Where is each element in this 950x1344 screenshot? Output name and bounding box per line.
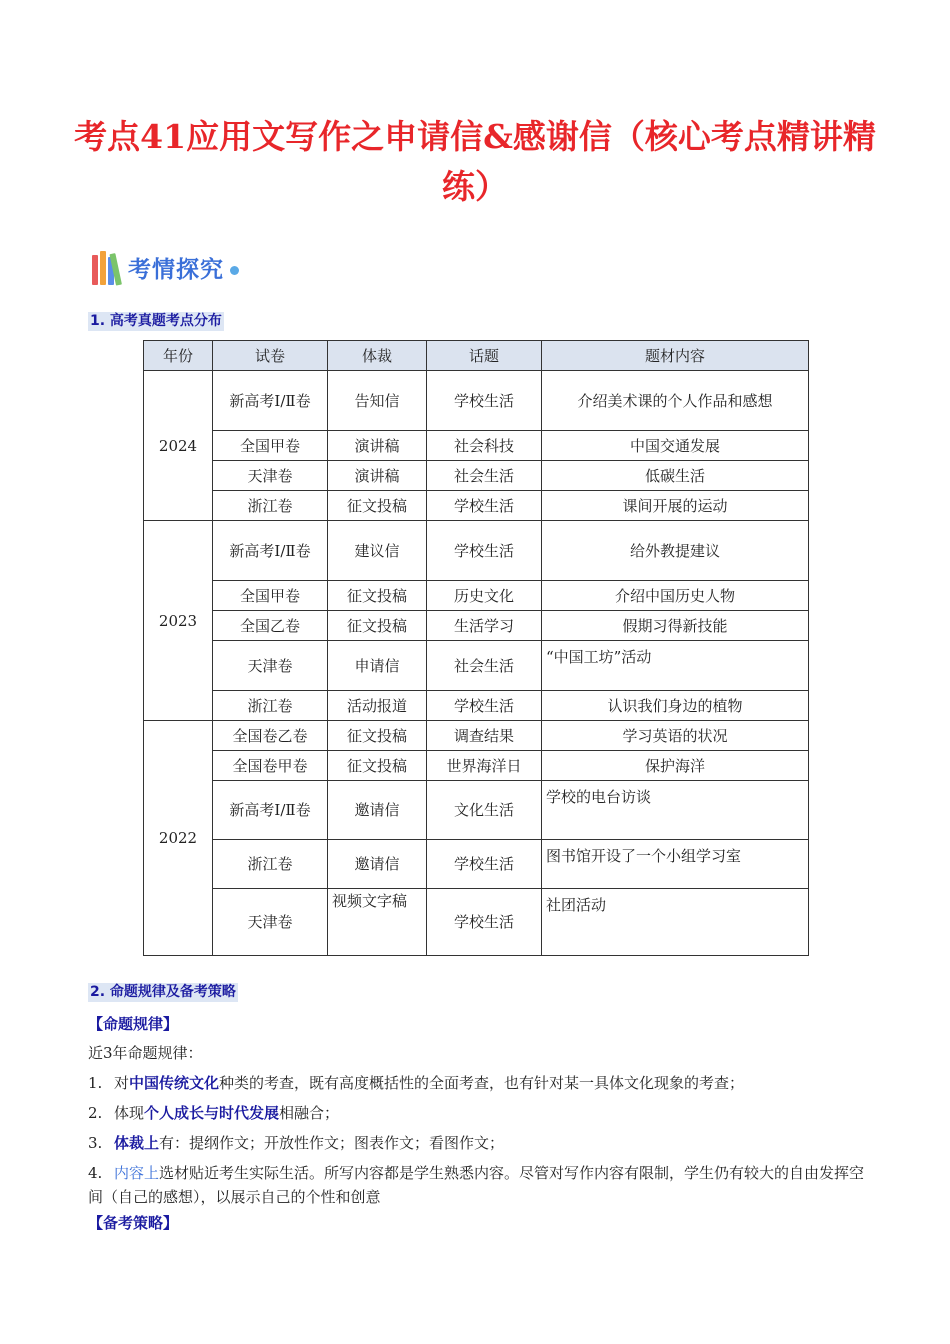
genre-cell: 邀请信 — [328, 840, 427, 889]
rule-item — [88, 1161, 868, 1209]
paper-cell: 新高考Ⅰ/Ⅱ卷 — [213, 371, 328, 431]
paper-cell: 新高考Ⅰ/Ⅱ卷 — [213, 521, 328, 581]
table-row — [144, 611, 809, 641]
table-row — [144, 431, 809, 461]
section-banner — [92, 246, 239, 288]
genre-cell: 邀请信 — [328, 781, 427, 840]
table-row — [144, 691, 809, 721]
item-highlight: 个人成长与时代发展 — [144, 1104, 280, 1122]
content-cell: 给外教提建议 — [542, 521, 809, 581]
topic-cell: 学校生活 — [427, 371, 542, 431]
genre-cell: 征文投稿 — [328, 721, 427, 751]
topic-cell: 学校生活 — [427, 491, 542, 521]
genre-cell: 征文投稿 — [328, 751, 427, 781]
item-text: 体现 — [114, 1104, 145, 1122]
header-cell: 话题 — [427, 341, 542, 371]
item-number: 1. — [88, 1074, 103, 1092]
page-title: 考点41应用文写作之申请信&感谢信（核心考点精讲精练） — [74, 117, 876, 206]
genre-cell: 演讲稿 — [328, 431, 427, 461]
genre-cell: 申请信 — [328, 641, 427, 691]
content-cell: 介绍美术课的个人作品和感想 — [542, 371, 809, 431]
header-cell: 题材内容 — [542, 341, 809, 371]
section-heading-distribution: 1. 高考真题考点分布 — [90, 313, 222, 329]
genre-cell: 演讲稿 — [328, 461, 427, 491]
content-cell: 课间开展的运动 — [542, 491, 809, 521]
genre-cell: 征文投稿 — [328, 491, 427, 521]
genre-cell: 告知信 — [328, 371, 427, 431]
rule-intro: 近3年命题规律： — [88, 1044, 203, 1062]
paper-cell: 浙江卷 — [213, 840, 328, 889]
topic-cell: 文化生活 — [427, 781, 542, 840]
topic-cell: 学校生活 — [427, 889, 542, 956]
item-text: 对 — [114, 1074, 130, 1092]
table-row — [144, 840, 809, 889]
header-cell: 年份 — [144, 341, 213, 371]
table-row — [144, 491, 809, 521]
item-text: 有：提纲作文；开放性作文；图表作文；看图作文； — [159, 1134, 505, 1152]
table-row — [144, 889, 809, 956]
content-cell: 学习英语的状况 — [542, 721, 809, 751]
topic-cell: 学校生活 — [427, 840, 542, 889]
rule-heading: 【命题规律】 — [88, 1015, 179, 1033]
topic-cell: 学校生活 — [427, 521, 542, 581]
year-cell: 2022 — [144, 721, 213, 956]
item-number: 2. — [88, 1104, 103, 1122]
table-row — [144, 581, 809, 611]
paper-cell: 天津卷 — [213, 889, 328, 956]
dot-icon — [230, 266, 239, 275]
topic-cell: 学校生活 — [427, 691, 542, 721]
genre-cell: 活动报道 — [328, 691, 427, 721]
table-row — [144, 461, 809, 491]
content-cell: 认识我们身边的植物 — [542, 691, 809, 721]
paper-cell: 浙江卷 — [213, 691, 328, 721]
table-row — [144, 371, 809, 431]
content-cell: 中国交通发展 — [542, 431, 809, 461]
genre-cell: 征文投稿 — [328, 581, 427, 611]
item-number: 3. — [88, 1134, 103, 1152]
content-cell: 学校的电台访谈 — [542, 781, 809, 840]
table-row — [144, 641, 809, 691]
genre-cell: 视频文字稿 — [328, 889, 427, 956]
content-cell: 介绍中国历史人物 — [542, 581, 809, 611]
topic-cell: 社会生活 — [427, 461, 542, 491]
paper-cell: 天津卷 — [213, 641, 328, 691]
content-cell: “中国工坊”活动 — [542, 641, 809, 691]
item-highlight: 体裁上 — [114, 1134, 160, 1152]
books-icon — [92, 249, 124, 285]
rule-item — [88, 1071, 868, 1095]
paper-cell: 新高考Ⅰ/Ⅱ卷 — [213, 781, 328, 840]
content-cell: 社团活动 — [542, 889, 809, 956]
header-cell: 试卷 — [213, 341, 328, 371]
table-row — [144, 521, 809, 581]
item-number: 4. — [88, 1164, 103, 1182]
item-highlight: 中国传统文化 — [129, 1074, 220, 1092]
table-row — [144, 751, 809, 781]
genre-cell: 征文投稿 — [328, 611, 427, 641]
paper-cell: 全国卷甲卷 — [213, 751, 328, 781]
table-row — [144, 721, 809, 751]
table-header-row — [144, 341, 809, 371]
year-cell: 2024 — [144, 371, 213, 521]
topic-cell: 生活学习 — [427, 611, 542, 641]
table-row — [144, 781, 809, 840]
paper-cell: 浙江卷 — [213, 491, 328, 521]
item-text: 选材贴近考生实际生活。所写内容都是学生熟悉内容。尽管对写作内容有限制，学生仍有较大的自由发挥空间（自己的感想），以展示自己的个性和创意 — [88, 1164, 865, 1206]
paper-cell: 全国乙卷 — [213, 611, 328, 641]
content-cell: 低碳生活 — [542, 461, 809, 491]
paper-cell: 全国甲卷 — [213, 581, 328, 611]
item-text: 种类的考查，既有高度概括性的全面考查，也有针对某一具体文化现象的考查； — [219, 1074, 745, 1092]
topic-cell: 社会生活 — [427, 641, 542, 691]
content-cell: 图书馆开设了一个小组学习室 — [542, 840, 809, 889]
header-cell: 体裁 — [328, 341, 427, 371]
topic-cell: 调查结果 — [427, 721, 542, 751]
exam-distribution-table — [143, 340, 809, 956]
section-heading-rules: 2. 命题规律及备考策略 — [90, 984, 236, 1000]
topic-cell: 社会科技 — [427, 431, 542, 461]
paper-cell: 天津卷 — [213, 461, 328, 491]
content-cell: 保护海洋 — [542, 751, 809, 781]
genre-cell: 建议信 — [328, 521, 427, 581]
item-highlight: 内容上 — [114, 1164, 160, 1182]
banner-text: 考情探究 — [128, 256, 224, 283]
year-cell: 2023 — [144, 521, 213, 721]
paper-cell: 全国甲卷 — [213, 431, 328, 461]
item-text: 相融合； — [279, 1104, 340, 1122]
paper-cell: 全国卷乙卷 — [213, 721, 328, 751]
rule-item — [88, 1131, 868, 1155]
content-cell: 假期习得新技能 — [542, 611, 809, 641]
rule-item — [88, 1101, 868, 1125]
strategy-heading: 【备考策略】 — [88, 1214, 179, 1232]
topic-cell: 历史文化 — [427, 581, 542, 611]
topic-cell: 世界海洋日 — [427, 751, 542, 781]
